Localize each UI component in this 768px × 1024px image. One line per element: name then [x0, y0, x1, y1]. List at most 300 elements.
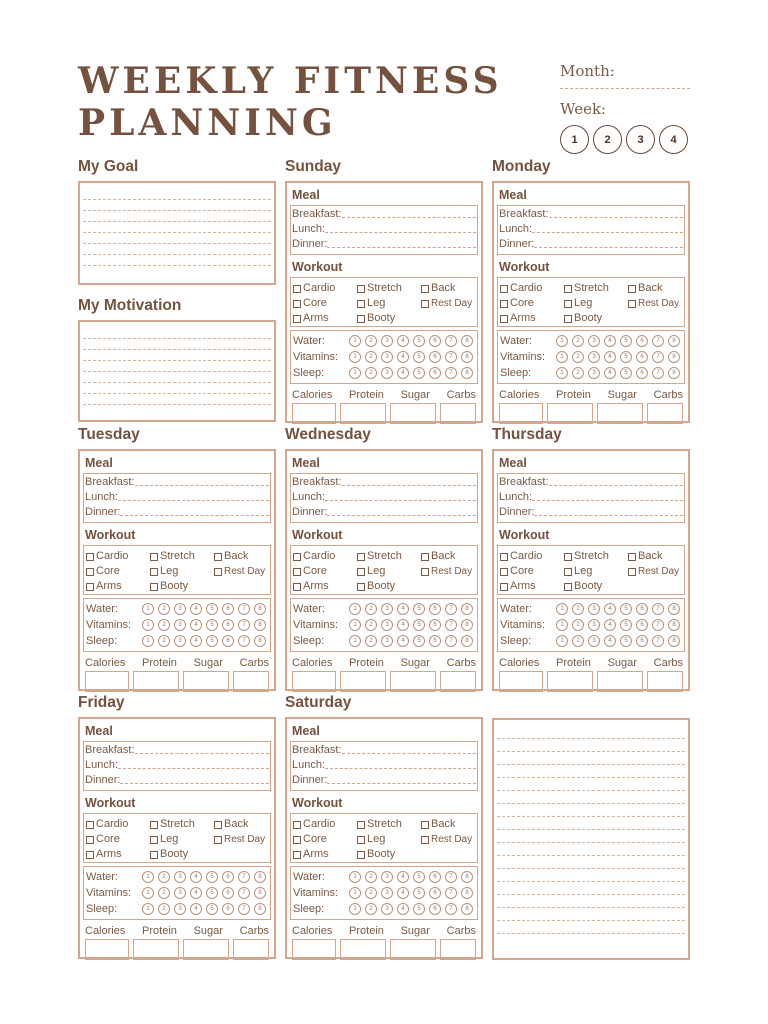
- protein-label: Protein: [349, 925, 384, 937]
- tracker-circle[interactable]: 3: [381, 903, 393, 915]
- tracker-circle[interactable]: 3: [588, 635, 600, 647]
- tracker-circle[interactable]: 3: [588, 619, 600, 631]
- tracker-circle[interactable]: 7: [238, 903, 250, 915]
- week-circle-2[interactable]: 2: [593, 125, 622, 154]
- tracker-circle[interactable]: 5: [413, 367, 425, 379]
- goal-notes[interactable]: [78, 181, 276, 285]
- tracker-circle[interactable]: 3: [174, 635, 186, 647]
- tracker-circle[interactable]: 7: [652, 603, 664, 615]
- tracker-circle[interactable]: 8: [461, 635, 473, 647]
- tracker-circle[interactable]: 7: [238, 603, 250, 615]
- tracker-circle[interactable]: 8: [668, 351, 680, 363]
- tracker-circle[interactable]: 8: [254, 635, 266, 647]
- motivation-notes[interactable]: [78, 320, 276, 422]
- tracker-circle[interactable]: 7: [445, 903, 457, 915]
- sugar-input[interactable]: [183, 939, 229, 960]
- tracker-circle[interactable]: 3: [381, 619, 393, 631]
- carbs-input[interactable]: [233, 671, 269, 692]
- tracker-circle[interactable]: 8: [668, 335, 680, 347]
- tracker-circle[interactable]: 3: [381, 635, 393, 647]
- protein-input[interactable]: [340, 403, 386, 424]
- tracker-circle[interactable]: 4: [397, 635, 409, 647]
- back-checkbox[interactable]: [214, 817, 265, 832]
- tracker-circle[interactable]: 6: [222, 871, 234, 883]
- tracker-circle[interactable]: 4: [397, 887, 409, 899]
- tracker-circle[interactable]: 8: [668, 619, 680, 631]
- booty-label: Booty: [574, 580, 603, 592]
- tracker-circle[interactable]: 3: [174, 903, 186, 915]
- tracker-circle[interactable]: 5: [413, 903, 425, 915]
- tracker-circle[interactable]: 8: [461, 603, 473, 615]
- tracker-circle[interactable]: 4: [190, 887, 202, 899]
- tracker-circle[interactable]: 5: [413, 335, 425, 347]
- sugar-input[interactable]: [597, 403, 643, 424]
- tracker-circle[interactable]: 6: [429, 335, 441, 347]
- stretch-checkbox[interactable]: [357, 549, 421, 564]
- breakfast-row[interactable]: [499, 475, 683, 490]
- booty-checkbox[interactable]: [564, 311, 628, 326]
- leg-checkbox[interactable]: [357, 832, 421, 847]
- lunch-label: Lunch:: [85, 491, 119, 503]
- tracker-circle[interactable]: 4: [397, 367, 409, 379]
- protein-input[interactable]: [133, 671, 179, 692]
- tracker-circle[interactable]: 7: [445, 603, 457, 615]
- core-checkbox[interactable]: [86, 564, 150, 579]
- sugar-input[interactable]: [390, 403, 436, 424]
- tracker-circle[interactable]: 1: [349, 367, 361, 379]
- tracker-circle[interactable]: 8: [254, 603, 266, 615]
- lunch-row[interactable]: [292, 490, 476, 505]
- tracker-circle[interactable]: 7: [652, 367, 664, 379]
- tracker-circle[interactable]: 6: [429, 367, 441, 379]
- tracker-circle[interactable]: 1: [349, 887, 361, 899]
- tracker-circle[interactable]: 7: [445, 351, 457, 363]
- tracker-circle[interactable]: 7: [445, 635, 457, 647]
- tracker-circle[interactable]: 5: [206, 871, 218, 883]
- breakfast-row[interactable]: [292, 207, 476, 222]
- core-checkbox[interactable]: [293, 564, 357, 579]
- tracker-circle[interactable]: 2: [365, 871, 377, 883]
- tracker-circle[interactable]: 1: [556, 367, 568, 379]
- tracker-circle[interactable]: 7: [652, 635, 664, 647]
- meal-heading: Meal: [85, 456, 113, 470]
- tracker-circle[interactable]: 2: [365, 335, 377, 347]
- tracker-circle[interactable]: 7: [238, 635, 250, 647]
- tracker-circle[interactable]: 5: [413, 603, 425, 615]
- back-checkbox[interactable]: [628, 549, 679, 564]
- rest-day-checkbox[interactable]: [421, 564, 472, 579]
- tracker-circle[interactable]: 1: [142, 619, 154, 631]
- extra-notes[interactable]: [492, 718, 690, 960]
- tracker-circle[interactable]: 1: [142, 887, 154, 899]
- tracker-circle[interactable]: 6: [222, 887, 234, 899]
- core-checkbox[interactable]: [86, 832, 150, 847]
- tracker-circle[interactable]: 1: [556, 335, 568, 347]
- tracker-circle[interactable]: 5: [620, 619, 632, 631]
- tracker-circle[interactable]: 7: [445, 887, 457, 899]
- sugar-input[interactable]: [390, 671, 436, 692]
- tracker-circle[interactable]: 8: [254, 903, 266, 915]
- breakfast-row[interactable]: [292, 475, 476, 490]
- tracker-circle[interactable]: 2: [572, 619, 584, 631]
- protein-input[interactable]: [340, 939, 386, 960]
- tracker-circle[interactable]: 2: [365, 887, 377, 899]
- calories-input[interactable]: [292, 671, 336, 692]
- tracker-circle[interactable]: 5: [206, 887, 218, 899]
- dinner-row[interactable]: [292, 237, 476, 252]
- nutrition-labels: [290, 384, 478, 403]
- tracker-circle[interactable]: 2: [572, 603, 584, 615]
- cardio-checkbox[interactable]: [500, 281, 564, 296]
- tracker-circle[interactable]: 8: [461, 367, 473, 379]
- sugar-input[interactable]: [390, 939, 436, 960]
- cardio-checkbox[interactable]: [500, 549, 564, 564]
- tracker-circle[interactable]: 6: [636, 335, 648, 347]
- tracker-circle[interactable]: 4: [604, 603, 616, 615]
- tracker-circle[interactable]: 3: [174, 887, 186, 899]
- tracker-circle[interactable]: 1: [142, 871, 154, 883]
- tracker-circle[interactable]: 5: [413, 351, 425, 363]
- booty-checkbox[interactable]: [357, 311, 421, 326]
- back-label: Back: [638, 282, 663, 294]
- protein-input[interactable]: [133, 939, 179, 960]
- tracker-circle[interactable]: 1: [349, 903, 361, 915]
- sleep-dots: [142, 903, 266, 915]
- tracker-circle[interactable]: 3: [381, 871, 393, 883]
- meal-section: [290, 741, 478, 791]
- back-checkbox[interactable]: [421, 549, 472, 564]
- tracker-circle[interactable]: 8: [461, 619, 473, 631]
- protein-input[interactable]: [547, 403, 593, 424]
- cardio-checkbox[interactable]: [86, 549, 150, 564]
- cardio-checkbox[interactable]: [293, 549, 357, 564]
- tracker-circle[interactable]: 5: [413, 619, 425, 631]
- tracker-circle[interactable]: 7: [445, 335, 457, 347]
- tracker-circle[interactable]: 5: [206, 619, 218, 631]
- tracker-circle[interactable]: 2: [365, 635, 377, 647]
- tracker-circle[interactable]: 2: [572, 367, 584, 379]
- calories-input[interactable]: [499, 671, 543, 692]
- sugar-input[interactable]: [183, 671, 229, 692]
- breakfast-row[interactable]: [85, 743, 269, 758]
- core-checkbox[interactable]: [293, 296, 357, 311]
- tracker-circle[interactable]: 5: [206, 903, 218, 915]
- water-row: [293, 333, 475, 349]
- tracker-circle[interactable]: 7: [445, 619, 457, 631]
- cardio-checkbox[interactable]: [86, 817, 150, 832]
- booty-checkbox[interactable]: [357, 847, 421, 862]
- leg-checkbox[interactable]: [150, 564, 214, 579]
- calories-input[interactable]: [85, 939, 129, 960]
- tracker-circle[interactable]: 2: [158, 603, 170, 615]
- tracker-circle[interactable]: 6: [429, 871, 441, 883]
- tracker-circle[interactable]: 8: [668, 635, 680, 647]
- tracker-circle[interactable]: 6: [429, 619, 441, 631]
- rest-day-checkbox[interactable]: [214, 564, 265, 579]
- tracker-circle[interactable]: 1: [349, 335, 361, 347]
- tracker-circle[interactable]: 1: [556, 635, 568, 647]
- tracker-circle[interactable]: 6: [222, 619, 234, 631]
- dinner-row[interactable]: [499, 505, 683, 520]
- back-checkbox[interactable]: [628, 281, 679, 296]
- tracker-circle[interactable]: 1: [142, 603, 154, 615]
- tracker-circle[interactable]: 3: [381, 351, 393, 363]
- tracker-circle[interactable]: 3: [174, 619, 186, 631]
- tracker-circle[interactable]: 6: [429, 903, 441, 915]
- protein-label: Protein: [556, 389, 591, 401]
- dinner-row[interactable]: [292, 505, 476, 520]
- tracker-circle[interactable]: 4: [190, 903, 202, 915]
- lunch-row[interactable]: [499, 222, 683, 237]
- tracker-circle[interactable]: 4: [190, 619, 202, 631]
- tracker-circle[interactable]: 7: [238, 871, 250, 883]
- tracker-circle[interactable]: 2: [365, 603, 377, 615]
- arms-checkbox[interactable]: [293, 579, 357, 594]
- tracker-circle[interactable]: 4: [190, 635, 202, 647]
- carbs-input[interactable]: [440, 403, 476, 424]
- arms-checkbox[interactable]: [500, 311, 564, 326]
- core-label: Core: [510, 297, 534, 309]
- tracker-circle[interactable]: 4: [190, 603, 202, 615]
- tracker-circle[interactable]: 4: [397, 619, 409, 631]
- tracker-circle[interactable]: 3: [381, 603, 393, 615]
- core-checkbox[interactable]: [500, 564, 564, 579]
- back-checkbox[interactable]: [421, 281, 472, 296]
- tracker-circle[interactable]: 3: [174, 603, 186, 615]
- tracker-circle[interactable]: 2: [365, 903, 377, 915]
- water-row: [86, 869, 268, 885]
- arms-checkbox[interactable]: [293, 311, 357, 326]
- tracker-circle[interactable]: 4: [604, 335, 616, 347]
- lunch-row[interactable]: [85, 758, 269, 773]
- lunch-row[interactable]: [292, 222, 476, 237]
- tracker-circle[interactable]: 4: [397, 871, 409, 883]
- protein-input[interactable]: [547, 671, 593, 692]
- tracker-circle[interactable]: 5: [413, 887, 425, 899]
- tracker-circle[interactable]: 4: [397, 351, 409, 363]
- tracker-circle[interactable]: 1: [349, 635, 361, 647]
- lunch-row[interactable]: [499, 490, 683, 505]
- tracker-circle[interactable]: 5: [620, 335, 632, 347]
- tracker-circle[interactable]: 5: [620, 603, 632, 615]
- core-checkbox[interactable]: [500, 296, 564, 311]
- tracker-circle[interactable]: 2: [158, 887, 170, 899]
- week-circle-4[interactable]: 4: [659, 125, 688, 154]
- tracker-circle[interactable]: 6: [429, 887, 441, 899]
- tracker-circle[interactable]: 2: [158, 635, 170, 647]
- tracker-circle[interactable]: 8: [461, 871, 473, 883]
- lunch-row[interactable]: [85, 490, 269, 505]
- tracker-circle[interactable]: 8: [668, 367, 680, 379]
- dinner-row[interactable]: [85, 773, 269, 788]
- carbs-input[interactable]: [647, 403, 683, 424]
- tracker-circle[interactable]: 2: [365, 619, 377, 631]
- tracker-circle[interactable]: 4: [190, 871, 202, 883]
- tracker-circle[interactable]: 5: [413, 635, 425, 647]
- tracker-circle[interactable]: 8: [461, 335, 473, 347]
- rest-day-checkbox[interactable]: [421, 296, 472, 311]
- tracker-circle[interactable]: 5: [620, 351, 632, 363]
- tracker-circle[interactable]: 3: [588, 335, 600, 347]
- breakfast-row[interactable]: [85, 475, 269, 490]
- carbs-input[interactable]: [440, 939, 476, 960]
- tracker-circle[interactable]: 6: [636, 603, 648, 615]
- protein-input[interactable]: [340, 671, 386, 692]
- arms-checkbox[interactable]: [86, 579, 150, 594]
- tracker-circle[interactable]: 1: [556, 603, 568, 615]
- tracker-circle[interactable]: 4: [604, 367, 616, 379]
- tracker-circle[interactable]: 8: [461, 887, 473, 899]
- arms-checkbox[interactable]: [293, 847, 357, 862]
- tracker-circle[interactable]: 7: [652, 335, 664, 347]
- breakfast-row[interactable]: [292, 743, 476, 758]
- tracker-circle[interactable]: 1: [349, 603, 361, 615]
- tracker-circle[interactable]: 6: [636, 367, 648, 379]
- tracker-circle[interactable]: 4: [397, 335, 409, 347]
- calories-input[interactable]: [292, 403, 336, 424]
- leg-checkbox[interactable]: [564, 564, 628, 579]
- carbs-input[interactable]: [440, 671, 476, 692]
- calories-input[interactable]: [292, 939, 336, 960]
- cardio-checkbox[interactable]: [293, 817, 357, 832]
- breakfast-row[interactable]: [499, 207, 683, 222]
- tracker-circle[interactable]: 1: [349, 619, 361, 631]
- tracker-circle[interactable]: 3: [381, 335, 393, 347]
- tracker-circle[interactable]: 1: [142, 903, 154, 915]
- tracker-circle[interactable]: 7: [445, 871, 457, 883]
- tracker-circle[interactable]: 2: [158, 903, 170, 915]
- sugar-input[interactable]: [597, 671, 643, 692]
- tracker-circle[interactable]: 6: [429, 603, 441, 615]
- meal-heading: Meal: [292, 724, 320, 738]
- calories-input[interactable]: [499, 403, 543, 424]
- rest-day-checkbox[interactable]: [421, 832, 472, 847]
- tracker-circle[interactable]: 5: [413, 871, 425, 883]
- leg-checkbox[interactable]: [357, 564, 421, 579]
- stretch-checkbox[interactable]: [357, 817, 421, 832]
- leg-checkbox[interactable]: [150, 832, 214, 847]
- stretch-checkbox[interactable]: [150, 549, 214, 564]
- tracker-circle[interactable]: 3: [588, 367, 600, 379]
- tracker-circle[interactable]: 5: [206, 603, 218, 615]
- tracker-circle[interactable]: 6: [636, 619, 648, 631]
- tracker-circle[interactable]: 6: [429, 351, 441, 363]
- carbs-input[interactable]: [647, 671, 683, 692]
- tracker-circle[interactable]: 6: [222, 603, 234, 615]
- week-circle-1[interactable]: 1: [560, 125, 589, 154]
- tracker-circle[interactable]: 7: [238, 619, 250, 631]
- stretch-checkbox[interactable]: [150, 817, 214, 832]
- tracker-circle[interactable]: 2: [365, 351, 377, 363]
- tracker-circle[interactable]: 7: [652, 619, 664, 631]
- tracker-circle[interactable]: 1: [142, 635, 154, 647]
- tracker-circle[interactable]: 6: [222, 635, 234, 647]
- tracker-circle[interactable]: 6: [636, 351, 648, 363]
- month-field[interactable]: [560, 88, 690, 89]
- arms-checkbox[interactable]: [500, 579, 564, 594]
- tracker-circle[interactable]: 7: [652, 351, 664, 363]
- leg-checkbox[interactable]: [357, 296, 421, 311]
- booty-checkbox[interactable]: [150, 579, 214, 594]
- leg-checkbox[interactable]: [564, 296, 628, 311]
- tracker-circle[interactable]: 7: [445, 367, 457, 379]
- tracker-circle[interactable]: 7: [238, 887, 250, 899]
- tracker-circle[interactable]: 1: [556, 351, 568, 363]
- tracker-circle[interactable]: 1: [349, 351, 361, 363]
- tracker-circle[interactable]: 3: [588, 603, 600, 615]
- tracker-circle[interactable]: 2: [158, 871, 170, 883]
- calories-label: Calories: [499, 389, 540, 401]
- core-checkbox[interactable]: [293, 832, 357, 847]
- tracker-circle[interactable]: 6: [222, 903, 234, 915]
- rest-day-label: Rest Day: [431, 298, 473, 309]
- rest-day-checkbox[interactable]: [628, 296, 679, 311]
- rest-day-checkbox[interactable]: [214, 832, 265, 847]
- tracker-circle[interactable]: 5: [206, 635, 218, 647]
- tracker-circle[interactable]: 4: [604, 619, 616, 631]
- tracker-circle[interactable]: 3: [588, 351, 600, 363]
- tracker-circle[interactable]: 5: [620, 635, 632, 647]
- stretch-checkbox[interactable]: [564, 281, 628, 296]
- rest-day-label: Rest Day: [224, 566, 266, 577]
- rest-day-checkbox[interactable]: [628, 564, 679, 579]
- back-checkbox[interactable]: [421, 817, 472, 832]
- tracker-circle[interactable]: 8: [668, 603, 680, 615]
- tracker-circle[interactable]: 6: [636, 635, 648, 647]
- dinner-row[interactable]: [499, 237, 683, 252]
- lunch-row[interactable]: [292, 758, 476, 773]
- booty-label: Booty: [367, 580, 396, 592]
- tracker-circle[interactable]: 4: [604, 351, 616, 363]
- tracker-circle[interactable]: 1: [556, 619, 568, 631]
- tracker-circle[interactable]: 8: [254, 871, 266, 883]
- tracker-circle[interactable]: 2: [365, 367, 377, 379]
- tracker-circle[interactable]: 3: [381, 367, 393, 379]
- tracker-circle[interactable]: 8: [461, 351, 473, 363]
- stretch-checkbox[interactable]: [357, 281, 421, 296]
- dinner-row[interactable]: [292, 773, 476, 788]
- tracker-circle[interactable]: 6: [429, 635, 441, 647]
- tracker-circle[interactable]: 2: [572, 635, 584, 647]
- calories-input[interactable]: [85, 671, 129, 692]
- cardio-checkbox[interactable]: [293, 281, 357, 296]
- tracker-circle[interactable]: 8: [254, 619, 266, 631]
- tracker-circle[interactable]: 2: [572, 335, 584, 347]
- tracker-circle[interactable]: 3: [381, 887, 393, 899]
- tracker-circle[interactable]: 4: [397, 903, 409, 915]
- tracker-circle[interactable]: 2: [158, 619, 170, 631]
- stretch-checkbox[interactable]: [564, 549, 628, 564]
- booty-checkbox[interactable]: [564, 579, 628, 594]
- booty-checkbox[interactable]: [357, 579, 421, 594]
- dinner-row[interactable]: [85, 505, 269, 520]
- tracker-circle[interactable]: 8: [254, 887, 266, 899]
- arms-checkbox[interactable]: [86, 847, 150, 862]
- sleep-label: Sleep:: [293, 367, 325, 379]
- booty-label: Booty: [574, 312, 603, 324]
- tracker-circle[interactable]: 4: [604, 635, 616, 647]
- tracker-circle[interactable]: 4: [397, 603, 409, 615]
- week-circle-3[interactable]: 3: [626, 125, 655, 154]
- tracker-circle[interactable]: 3: [174, 871, 186, 883]
- tracker-circle[interactable]: 5: [620, 367, 632, 379]
- tracker-circle[interactable]: 2: [572, 351, 584, 363]
- carbs-input[interactable]: [233, 939, 269, 960]
- booty-checkbox[interactable]: [150, 847, 214, 862]
- tracker-circle[interactable]: 1: [349, 871, 361, 883]
- tracker-circle[interactable]: 8: [461, 903, 473, 915]
- back-checkbox[interactable]: [214, 549, 265, 564]
